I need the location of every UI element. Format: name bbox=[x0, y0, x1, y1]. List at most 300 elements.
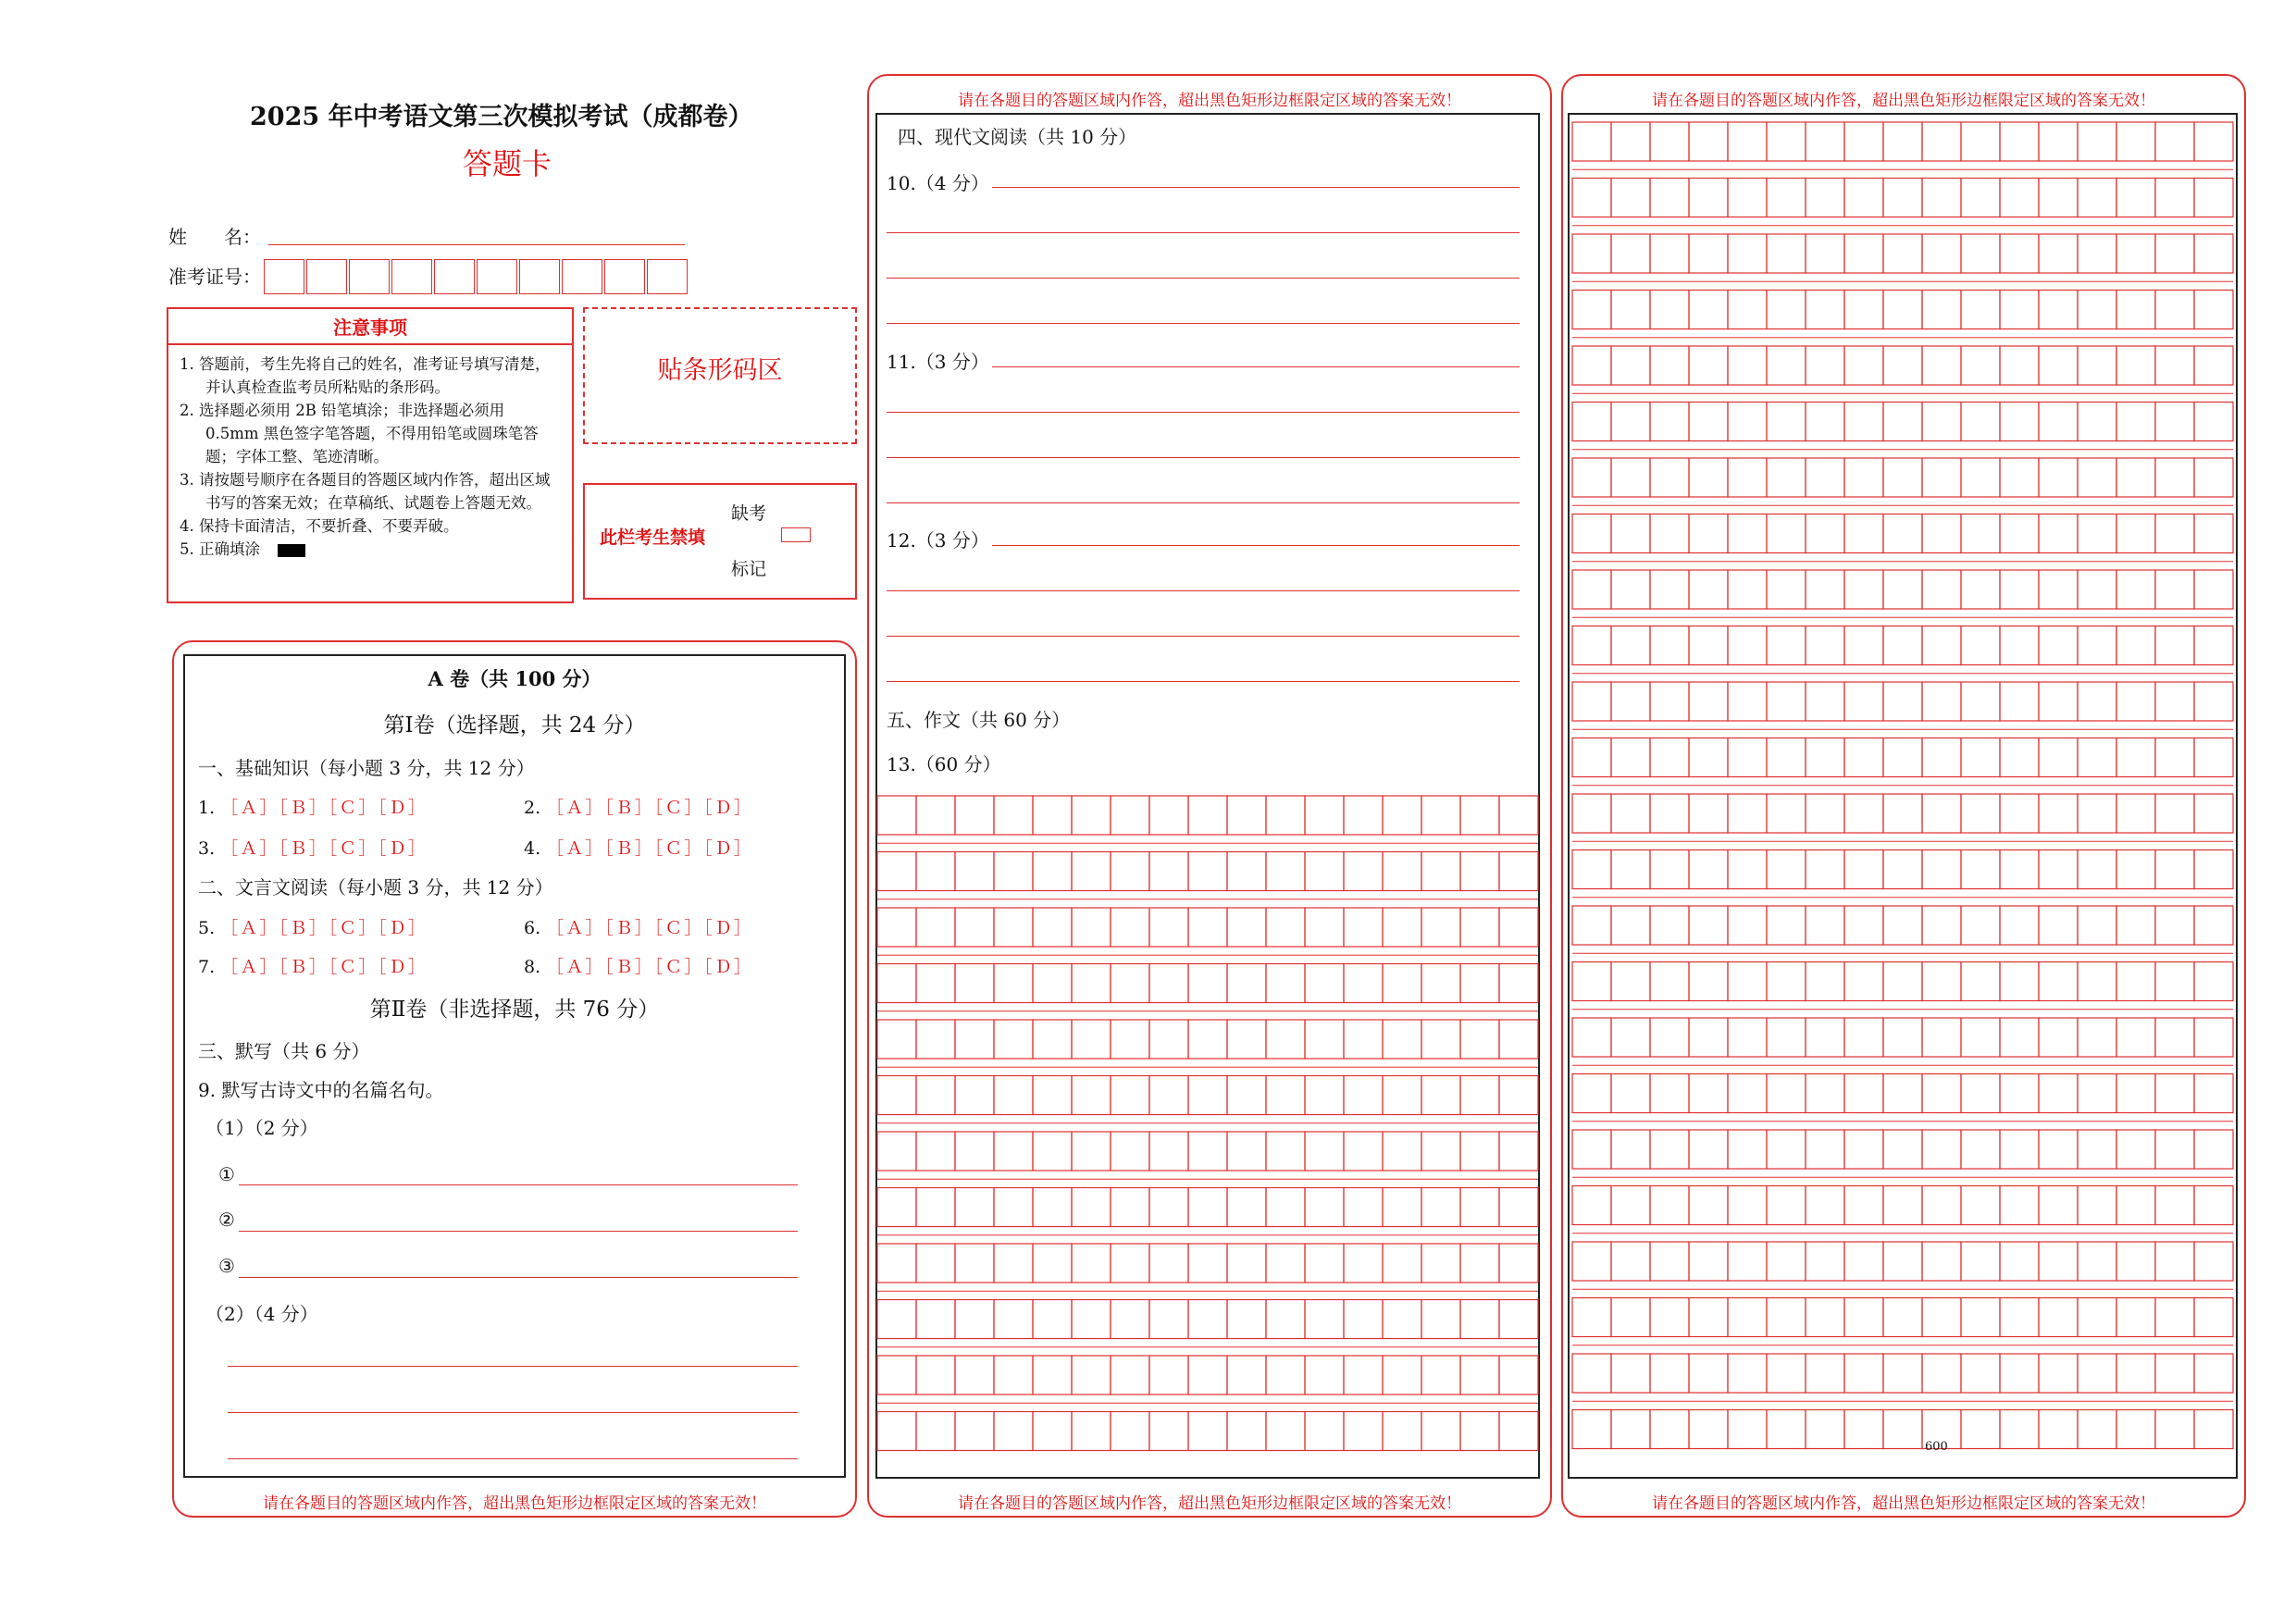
grid-cell bbox=[1883, 626, 1922, 665]
grid-cell bbox=[1844, 1130, 1883, 1169]
grid-cell bbox=[2116, 1074, 2155, 1113]
answer-line[interactable] bbox=[887, 457, 1520, 458]
grid-cell bbox=[2194, 570, 2233, 609]
grid-cell bbox=[2194, 1242, 2233, 1281]
grid-cell bbox=[2155, 682, 2194, 721]
grid-cell bbox=[1689, 179, 1728, 217]
grid-cell bbox=[2194, 1354, 2233, 1393]
grid-cell bbox=[2039, 906, 2078, 945]
choice-q2[interactable] bbox=[524, 794, 753, 819]
grid-cell bbox=[1572, 850, 1611, 889]
grid-cell bbox=[994, 1412, 1033, 1451]
grid-cell bbox=[1266, 1076, 1305, 1115]
grid-cell bbox=[1383, 1244, 1421, 1283]
grid-cell bbox=[877, 796, 916, 835]
grid-cell bbox=[1072, 1244, 1111, 1283]
grid-cell bbox=[1572, 1130, 1611, 1169]
grid-cell bbox=[1611, 794, 1650, 833]
grid-cell bbox=[2000, 514, 2039, 553]
grid-cell bbox=[2155, 403, 2194, 441]
grid-cell bbox=[2000, 1018, 2039, 1057]
id-box[interactable] bbox=[477, 259, 517, 294]
grid-cell bbox=[1383, 1188, 1421, 1227]
grid-cell bbox=[2155, 234, 2194, 273]
grid-cell bbox=[1033, 1076, 1072, 1115]
grid-cell bbox=[1572, 906, 1611, 945]
grid-cell bbox=[1961, 291, 2000, 329]
grid-cell bbox=[1922, 682, 1961, 721]
grid-cell bbox=[1767, 514, 1806, 553]
grid-cell bbox=[1572, 122, 1611, 161]
id-box[interactable] bbox=[391, 259, 432, 294]
grid-cell bbox=[1421, 1020, 1460, 1059]
grid-cell bbox=[955, 1356, 994, 1395]
grid-cell bbox=[2078, 850, 2116, 889]
grid-cell bbox=[1149, 908, 1188, 947]
composition-grid-panel2[interactable] bbox=[875, 792, 1540, 1469]
answer-line[interactable] bbox=[887, 232, 1520, 233]
grid-cell bbox=[2194, 906, 2233, 945]
grid-cell bbox=[1111, 1132, 1149, 1171]
grid-cell bbox=[916, 1132, 955, 1171]
grid-cell bbox=[1922, 1242, 1961, 1281]
grid-cell bbox=[1266, 908, 1305, 947]
grid-cell bbox=[1728, 626, 1767, 665]
grid-cell bbox=[1806, 514, 1844, 553]
grid-cell bbox=[1844, 794, 1883, 833]
grid-cell bbox=[1728, 346, 1767, 385]
grid-cell bbox=[2000, 738, 2039, 777]
grid-cell bbox=[2194, 403, 2233, 441]
grid-cell bbox=[1460, 964, 1499, 1003]
grid-cell bbox=[1266, 1020, 1305, 1059]
bubble-options[interactable]: ［Ａ］［Ｂ］［Ｃ］［Ｄ］ bbox=[546, 838, 753, 859]
grid-cell bbox=[1844, 1298, 1883, 1337]
warning-text: 请在各题目的答题区域内作答，超出黑色矩形边框限定区域的答案无效！ bbox=[958, 1494, 1461, 1513]
grid-cell bbox=[1460, 1076, 1499, 1115]
absent-mark-checkbox[interactable] bbox=[781, 527, 811, 542]
q10-label: 10.（4 分） bbox=[887, 172, 989, 194]
absent-label: 此栏考生禁填 bbox=[600, 527, 706, 548]
grid-cell bbox=[2155, 626, 2194, 665]
id-box[interactable] bbox=[306, 259, 347, 294]
grid-cell bbox=[2000, 1410, 2039, 1449]
choice-q1[interactable] bbox=[198, 794, 428, 819]
grid-cell bbox=[1383, 908, 1421, 947]
grid-cell bbox=[2155, 1298, 2194, 1337]
absent-mark-top: 缺考 bbox=[731, 503, 767, 524]
grid-cell bbox=[2194, 1186, 2233, 1225]
grid-cell bbox=[1844, 1242, 1883, 1281]
choice-q8[interactable] bbox=[524, 953, 753, 978]
id-box[interactable] bbox=[562, 259, 602, 294]
choice-q4[interactable] bbox=[524, 835, 753, 860]
grid-cell bbox=[955, 1076, 994, 1115]
section1-title: 一、基础知识（每小题 3 分，共 12 分） bbox=[198, 757, 535, 779]
grid-cell bbox=[2039, 1410, 2078, 1449]
grid-cell bbox=[2078, 1186, 2116, 1225]
grid-cell bbox=[2039, 570, 2078, 609]
grid-cell bbox=[1806, 682, 1844, 721]
grid-cell bbox=[2116, 291, 2155, 329]
grid-cell bbox=[1033, 1412, 1072, 1451]
grid-cell bbox=[1883, 1242, 1922, 1281]
grid-cell bbox=[1572, 458, 1611, 497]
grid-cell bbox=[2155, 1242, 2194, 1281]
grid-cell bbox=[1072, 1020, 1111, 1059]
grid-cell bbox=[1806, 1186, 1844, 1225]
grid-cell bbox=[1111, 1300, 1149, 1339]
grid-cell bbox=[1883, 291, 1922, 329]
grid-cell bbox=[1344, 1020, 1383, 1059]
notice-item: 4. 保持卡面清洁，不要折叠、不要弄破。 bbox=[180, 517, 459, 535]
absent-mark-bottom: 标记 bbox=[731, 559, 767, 579]
grid-cell bbox=[2078, 514, 2116, 553]
grid-cell bbox=[1572, 403, 1611, 441]
grid-cell bbox=[1922, 1018, 1961, 1057]
grid-cell bbox=[2000, 682, 2039, 721]
grid-cell bbox=[1421, 1356, 1460, 1395]
grid-cell bbox=[1728, 122, 1767, 161]
answer-line[interactable] bbox=[992, 366, 1520, 367]
grid-cell bbox=[2000, 291, 2039, 329]
id-box[interactable] bbox=[434, 259, 475, 294]
grid-cell bbox=[2039, 626, 2078, 665]
grid-cell bbox=[2000, 458, 2039, 497]
grid-cell bbox=[2078, 906, 2116, 945]
bubble-options[interactable]: ［Ａ］［Ｂ］［Ｃ］［Ｄ］ bbox=[220, 957, 428, 977]
grid-cell bbox=[1883, 346, 1922, 385]
grid-cell bbox=[1844, 1186, 1883, 1225]
grid-cell bbox=[1961, 626, 2000, 665]
grid-cell bbox=[1611, 291, 1650, 329]
grid-cell bbox=[2116, 514, 2155, 553]
grid-cell bbox=[1072, 1356, 1111, 1395]
notice-item: 2. 选择题必须用 2B 铅笔填涂；非选择题必须用 0.5mm 黑色签字笔答题，不得用铅笔或圆珠笔答题；字体工整、笔迹清晰。 bbox=[180, 402, 539, 465]
grid-cell bbox=[1572, 291, 1611, 329]
grid-cell bbox=[2194, 1130, 2233, 1169]
grid-cell bbox=[877, 908, 916, 947]
grid-cell bbox=[1033, 1300, 1072, 1339]
notice-box bbox=[167, 307, 574, 603]
grid-cell bbox=[2194, 122, 2233, 161]
grid-cell bbox=[1305, 1356, 1344, 1395]
answer-line[interactable] bbox=[887, 278, 1520, 279]
grid-cell bbox=[2078, 122, 2116, 161]
grid-cell bbox=[2078, 179, 2116, 217]
part2-title: 第Ⅱ卷（非选择题，共 76 分） bbox=[369, 998, 660, 1022]
grid-cell bbox=[1460, 796, 1499, 835]
grid-cell bbox=[2078, 794, 2116, 833]
grid-cell bbox=[1611, 179, 1650, 217]
grid-cell bbox=[916, 1412, 955, 1451]
answer-line[interactable] bbox=[887, 412, 1520, 413]
grid-cell bbox=[1149, 1076, 1188, 1115]
answer-line[interactable] bbox=[239, 1277, 798, 1278]
grid-cell bbox=[1460, 1356, 1499, 1395]
answer-line[interactable] bbox=[228, 1412, 798, 1413]
grid-cell bbox=[1844, 179, 1883, 217]
choice-q7[interactable] bbox=[198, 953, 428, 978]
grid-cell bbox=[2039, 122, 2078, 161]
grid-cell bbox=[955, 796, 994, 835]
grid-cell bbox=[1188, 1300, 1227, 1339]
grid-cell bbox=[1033, 1356, 1072, 1395]
grid-cell bbox=[2194, 1018, 2233, 1057]
grid-cell bbox=[2116, 850, 2155, 889]
composition-grid-panel3[interactable] bbox=[1568, 118, 2238, 1471]
grid-cell bbox=[1033, 1020, 1072, 1059]
grid-cell bbox=[1806, 1074, 1844, 1113]
id-box[interactable] bbox=[519, 259, 560, 294]
grid-cell bbox=[2116, 1242, 2155, 1281]
grid-cell bbox=[1883, 570, 1922, 609]
grid-cell bbox=[2000, 850, 2039, 889]
grid-cell bbox=[2116, 1354, 2155, 1393]
grid-cell bbox=[1650, 1130, 1689, 1169]
grid-cell bbox=[1266, 1132, 1305, 1171]
grid-cell bbox=[2116, 626, 2155, 665]
grid-cell bbox=[2039, 1298, 2078, 1337]
grid-cell bbox=[2194, 1298, 2233, 1337]
grid-cell bbox=[1149, 796, 1188, 835]
grid-cell bbox=[1806, 738, 1844, 777]
grid-cell bbox=[1650, 1074, 1689, 1113]
q-number: 8. bbox=[524, 957, 541, 977]
answer-line[interactable] bbox=[887, 681, 1520, 682]
grid-cell bbox=[1728, 403, 1767, 441]
grid-cell bbox=[1305, 1132, 1344, 1171]
q9-1-label: （1）（2 分） bbox=[205, 1117, 318, 1139]
id-box[interactable] bbox=[264, 259, 304, 294]
grid-cell bbox=[1728, 514, 1767, 553]
grid-cell bbox=[1188, 1076, 1227, 1115]
grid-cell bbox=[2078, 458, 2116, 497]
grid-cell bbox=[1844, 122, 1883, 161]
grid-cell bbox=[1572, 682, 1611, 721]
answer-line[interactable] bbox=[228, 1458, 798, 1459]
grid-cell bbox=[1728, 850, 1767, 889]
grid-cell bbox=[1460, 1132, 1499, 1171]
choice-q3[interactable] bbox=[198, 835, 428, 860]
grid-cell bbox=[1650, 626, 1689, 665]
grid-cell bbox=[1650, 1354, 1689, 1393]
grid-cell bbox=[2155, 1018, 2194, 1057]
grid-cell bbox=[2078, 1298, 2116, 1337]
grid-cell bbox=[2116, 682, 2155, 721]
grid-cell bbox=[1767, 1354, 1806, 1393]
grid-cell bbox=[1188, 1132, 1227, 1171]
grid-cell bbox=[1227, 1188, 1266, 1227]
grid-cell bbox=[877, 1244, 916, 1283]
grid-cell bbox=[1149, 1020, 1188, 1059]
grid-cell bbox=[1305, 1300, 1344, 1339]
grid-cell bbox=[1033, 1132, 1072, 1171]
answer-line[interactable] bbox=[239, 1184, 798, 1185]
id-box[interactable] bbox=[604, 259, 645, 294]
grid-cell bbox=[2194, 291, 2233, 329]
grid-cell bbox=[1460, 1020, 1499, 1059]
grid-cell bbox=[1072, 1300, 1111, 1339]
grid-cell bbox=[1266, 852, 1305, 891]
grid-cell bbox=[1767, 403, 1806, 441]
grid-cell bbox=[1883, 514, 1922, 553]
grid-cell bbox=[1572, 626, 1611, 665]
section3-title: 三、默写（共 6 分） bbox=[198, 1040, 370, 1062]
grid-cell bbox=[1767, 1018, 1806, 1057]
answer-line[interactable] bbox=[992, 187, 1520, 188]
grid-cell bbox=[2194, 346, 2233, 385]
grid-cell bbox=[1650, 514, 1689, 553]
grid-cell bbox=[1149, 1188, 1188, 1227]
grid-cell bbox=[1227, 1300, 1266, 1339]
grid-cell bbox=[1499, 1244, 1538, 1283]
bubble-options[interactable]: ［Ａ］［Ｂ］［Ｃ］［Ｄ］ bbox=[220, 838, 428, 859]
grid-cell bbox=[1227, 1244, 1266, 1283]
grid-cell bbox=[1650, 403, 1689, 441]
grid-cell bbox=[1961, 850, 2000, 889]
grid-cell bbox=[994, 964, 1033, 1003]
answer-line[interactable] bbox=[887, 323, 1520, 324]
bubble-options[interactable]: ［Ａ］［Ｂ］［Ｃ］［Ｄ］ bbox=[546, 798, 753, 818]
bubble-options[interactable]: ［Ａ］［Ｂ］［Ｃ］［Ｄ］ bbox=[546, 957, 753, 977]
grid-cell bbox=[1421, 908, 1460, 947]
grid-cell bbox=[1961, 682, 2000, 721]
grid-cell bbox=[2116, 346, 2155, 385]
grid-cell bbox=[1650, 458, 1689, 497]
grid-cell bbox=[1650, 234, 1689, 273]
grid-cell bbox=[1460, 852, 1499, 891]
grid-cell bbox=[994, 796, 1033, 835]
grid-cell bbox=[1383, 1020, 1421, 1059]
grid-cell bbox=[955, 1412, 994, 1451]
id-box[interactable] bbox=[647, 259, 688, 294]
choice-q5[interactable] bbox=[198, 914, 428, 939]
answer-line[interactable] bbox=[239, 1231, 798, 1232]
grid-cell bbox=[1844, 1354, 1883, 1393]
answer-line[interactable] bbox=[887, 636, 1520, 637]
grid-cell bbox=[1728, 234, 1767, 273]
grid-cell bbox=[1806, 626, 1844, 665]
part1-title: 第Ⅰ卷（选择题，共 24 分） bbox=[383, 713, 646, 738]
grid-cell bbox=[1689, 458, 1728, 497]
grid-cell bbox=[2039, 1130, 2078, 1169]
name-label: 姓 名： bbox=[168, 226, 261, 248]
id-box[interactable] bbox=[349, 259, 390, 294]
grid-cell bbox=[1572, 179, 1611, 217]
grid-cell bbox=[1689, 626, 1728, 665]
grid-cell bbox=[1961, 1242, 2000, 1281]
grid-cell bbox=[2194, 514, 2233, 553]
grid-cell bbox=[1383, 1132, 1421, 1171]
grid-cell bbox=[1922, 850, 1961, 889]
grid-cell bbox=[1767, 1410, 1806, 1449]
grid-cell bbox=[2000, 962, 2039, 1001]
grid-cell bbox=[1883, 458, 1922, 497]
grid-cell bbox=[1344, 908, 1383, 947]
grid-cell bbox=[2116, 458, 2155, 497]
grid-cell bbox=[2039, 458, 2078, 497]
grid-cell bbox=[1883, 122, 1922, 161]
grid-cell bbox=[1188, 908, 1227, 947]
answer-line[interactable] bbox=[887, 502, 1520, 503]
answer-line[interactable] bbox=[992, 545, 1520, 546]
q-number: 2. bbox=[524, 798, 541, 818]
grid-cell bbox=[1460, 1244, 1499, 1283]
grid-cell bbox=[1421, 1188, 1460, 1227]
grid-cell bbox=[1072, 796, 1111, 835]
grid-cell bbox=[916, 1020, 955, 1059]
grid-cell bbox=[1767, 234, 1806, 273]
grid-cell bbox=[1499, 1076, 1538, 1115]
warning-text: 请在各题目的答题区域内作答，超出黑色矩形边框限定区域的答案无效！ bbox=[1652, 1494, 2155, 1513]
answer-line[interactable] bbox=[887, 590, 1520, 591]
grid-cell bbox=[1728, 570, 1767, 609]
grid-cell bbox=[1611, 458, 1650, 497]
grid-cell bbox=[1806, 1354, 1844, 1393]
name-field[interactable] bbox=[268, 244, 685, 245]
grid-cell bbox=[1961, 122, 2000, 161]
grid-cell bbox=[1689, 1130, 1728, 1169]
grid-cell bbox=[2000, 179, 2039, 217]
grid-cell bbox=[1728, 682, 1767, 721]
grid-cell bbox=[2000, 1130, 2039, 1169]
grid-cell bbox=[955, 1132, 994, 1171]
grid-cell bbox=[1572, 1354, 1611, 1393]
choice-q6[interactable] bbox=[524, 914, 753, 939]
grid-cell bbox=[1344, 1300, 1383, 1339]
grid-cell bbox=[2039, 738, 2078, 777]
grid-cell bbox=[1227, 1356, 1266, 1395]
grid-cell bbox=[2078, 403, 2116, 441]
grid-cell bbox=[1227, 852, 1266, 891]
grid-cell bbox=[1572, 794, 1611, 833]
answer-card-subtitle: 答题卡 bbox=[463, 146, 552, 181]
grid-cell bbox=[1767, 738, 1806, 777]
grid-cell bbox=[1344, 964, 1383, 1003]
grid-cell bbox=[1611, 682, 1650, 721]
grid-cell bbox=[1460, 1300, 1499, 1339]
grid-cell bbox=[2194, 682, 2233, 721]
grid-cell bbox=[1421, 852, 1460, 891]
grid-cell bbox=[1883, 1018, 1922, 1057]
grid-cell bbox=[1922, 626, 1961, 665]
grid-cell bbox=[1305, 908, 1344, 947]
grid-cell bbox=[1572, 962, 1611, 1001]
grid-cell bbox=[1883, 906, 1922, 945]
grid-cell bbox=[1611, 570, 1650, 609]
grid-cell bbox=[994, 1300, 1033, 1339]
grid-cell bbox=[1650, 794, 1689, 833]
answer-line[interactable] bbox=[228, 1366, 798, 1367]
grid-cell bbox=[1572, 346, 1611, 385]
grid-cell bbox=[1922, 570, 1961, 609]
grid-cell bbox=[2194, 234, 2233, 273]
grid-cell bbox=[1266, 1356, 1305, 1395]
bubble-options[interactable]: ［Ａ］［Ｂ］［Ｃ］［Ｄ］ bbox=[220, 798, 428, 818]
grid-cell bbox=[1689, 1242, 1728, 1281]
grid-cell bbox=[1767, 1074, 1806, 1113]
grid-cell bbox=[1961, 1018, 2000, 1057]
grid-cell bbox=[1033, 852, 1072, 891]
grid-cell bbox=[2155, 738, 2194, 777]
grid-cell bbox=[955, 1188, 994, 1227]
grid-cell bbox=[1806, 906, 1844, 945]
bubble-options[interactable]: ［Ａ］［Ｂ］［Ｃ］［Ｄ］ bbox=[546, 918, 753, 938]
grid-cell bbox=[1689, 682, 1728, 721]
grid-cell bbox=[2000, 626, 2039, 665]
bubble-options[interactable]: ［Ａ］［Ｂ］［Ｃ］［Ｄ］ bbox=[220, 918, 428, 938]
